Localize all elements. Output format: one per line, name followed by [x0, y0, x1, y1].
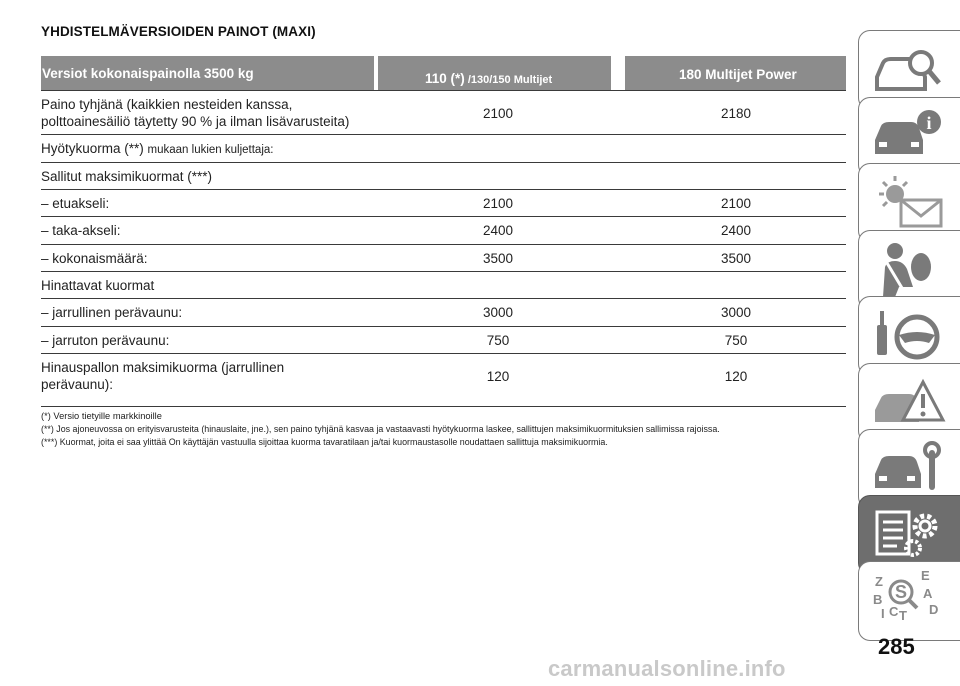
row-divider	[41, 189, 846, 190]
table-cell-value: 2100	[482, 106, 514, 121]
table-cell-value: 2400	[482, 223, 514, 238]
row-label-line: Hinauspallon maksimikuorma (jarrullinen	[41, 360, 285, 375]
table-cell-value: 3500	[482, 251, 514, 266]
header-110-label	[425, 71, 552, 86]
row-divider	[41, 90, 846, 91]
index-letter: Z	[875, 574, 883, 589]
row-divider	[41, 271, 846, 272]
index-letter: C	[889, 604, 899, 619]
table-header-110-multijet	[378, 56, 611, 90]
header-110-main: 110 (*)	[425, 71, 465, 86]
table-row-label: – jarrullinen perävaunu:	[41, 305, 183, 320]
index-letter: B	[873, 592, 883, 607]
technical-data-gear-icon	[869, 502, 949, 568]
row-divider	[41, 298, 846, 299]
footnote: (***) Kuormat, joita ei saa ylittää On käyttäjän vastuulla sijoittaa kuorma tavaratilaan ja/tai kuormaustasolle noudattaen sallittuja maksimikuormia.	[41, 437, 608, 447]
table-row-label: – etuakseli:	[41, 196, 110, 211]
key-steering-wheel-icon	[869, 303, 949, 369]
table-header-180-multijet-power	[625, 56, 846, 90]
row-divider	[41, 134, 846, 135]
header-versions-label: Versiot kokonaispainolla 3500 kg	[42, 66, 254, 81]
table-row-label	[41, 140, 273, 159]
table-cell-value: 2100	[482, 196, 514, 211]
index-letter: T	[899, 608, 907, 623]
row-label-line: polttoainesäiliö täytetty 90 % ja ilman lisävarusteita)	[41, 114, 350, 129]
table-header-versions	[41, 56, 374, 90]
row-divider	[41, 216, 846, 217]
index-letter: A	[923, 586, 933, 601]
table-row-label	[41, 359, 284, 393]
row-divider	[41, 162, 846, 163]
car-wrench-icon	[869, 436, 949, 502]
header-180-label: 180 Multijet Power	[679, 67, 797, 82]
table-row-label: Hinattavat kuormat	[41, 278, 155, 293]
watermark: carmanualsonline.info	[548, 656, 786, 681]
table-cell-value: 3500	[720, 251, 752, 266]
table-cell-value: 120	[486, 369, 510, 384]
car-search-icon	[869, 37, 949, 103]
index-letter: E	[921, 568, 930, 583]
index-letter: I	[881, 606, 885, 621]
table-row-label: – kokonaismäärä:	[41, 251, 148, 266]
table-cell-value: 120	[724, 369, 748, 384]
index-letter: D	[929, 602, 939, 617]
table-cell-value: 750	[486, 333, 510, 348]
row-divider	[41, 353, 846, 354]
table-cell-value: 3000	[482, 305, 514, 320]
seatbelt-airbag-icon	[869, 237, 949, 303]
car-accident-warning-icon	[869, 370, 949, 436]
page-title: YHDISTELMÄVERSIOIDEN PAINOT (MAXI)	[41, 24, 316, 39]
table-row-label: – jarruton perävaunu:	[41, 333, 170, 348]
index-letter: S	[895, 582, 908, 602]
table-row-label: – taka-akseli:	[41, 223, 121, 238]
row-label-line: Paino tyhjänä (kaikkien nesteiden kanssa,	[41, 97, 293, 112]
page-number: 285	[878, 634, 915, 659]
table-cell-value: 2100	[720, 196, 752, 211]
header-110-sub: /130/150 Multijet	[464, 74, 553, 86]
svg-text:i: i	[926, 113, 932, 133]
row-divider	[41, 244, 846, 245]
row-divider	[41, 326, 846, 327]
car-info-icon	[869, 104, 949, 170]
table-cell-value: 2400	[720, 223, 752, 238]
row-label-main: Hyötykuorma (**)	[41, 141, 148, 156]
row-divider	[41, 406, 846, 407]
table-cell-value: 750	[724, 333, 748, 348]
footnote: (*) Versio tietyille markkinoille	[41, 411, 162, 421]
table-cell-value: 2180	[720, 106, 752, 121]
row-label-line: perävaunu):	[41, 377, 114, 392]
tab-index[interactable]	[858, 561, 960, 641]
row-label-sub: mukaan lukien kuljettaja:	[147, 144, 274, 156]
alphabetical-index-icon	[869, 568, 949, 634]
footnotes	[41, 410, 720, 449]
table-cell-value: 3000	[720, 305, 752, 320]
table-row-label	[41, 96, 349, 130]
warning-light-message-icon	[869, 170, 949, 236]
footnote: (**) Jos ajoneuvossa on erityisvarusteita (hinauslaite, jne.), sen paino tyhjänä kasvaa ja vastaavasti hyötykuorma laskee, sallittujen maksimikuormituksien sallimissa rajoissa.	[41, 424, 720, 434]
table-row-label: Sallitut maksimikuormat (***)	[41, 169, 213, 184]
